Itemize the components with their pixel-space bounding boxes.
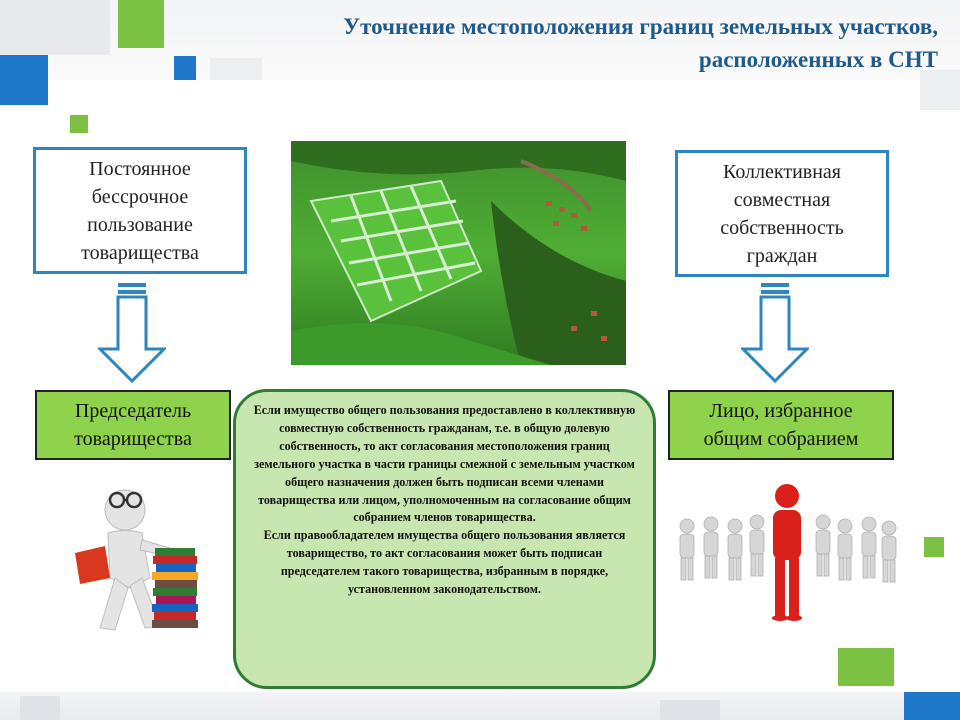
- explanation-paragraph: Если имущество общего пользования предоставлено в коллективную совместную собственность гражданам, т.е. в общую долевую собственность, то акт согласования местоположения границ земельного участка в части границы смежной с земельным участком общего назначения должен быть подписан всеми членами товарищества или лицом, уполномоченным на согласование общим собранием членов товарищества.: [253, 403, 636, 525]
- decor-square: [118, 0, 164, 48]
- decor-square: [174, 56, 196, 80]
- decor-square: [838, 648, 894, 686]
- person-with-books-illustration: [70, 478, 220, 643]
- box-line: граждан: [746, 244, 818, 267]
- down-arrow-icon: [98, 283, 166, 383]
- page-title: [218, 10, 938, 76]
- elected-person-box: [668, 390, 894, 460]
- decor-square: [924, 537, 944, 557]
- box-line: бессрочное: [91, 185, 189, 208]
- box-line: собственность: [720, 216, 844, 239]
- box-line: Председатель: [74, 400, 192, 422]
- aerial-land-photo: [291, 141, 626, 365]
- box-line: пользование: [87, 213, 193, 236]
- title-line: расположенных в СНТ: [698, 47, 938, 72]
- explanation-box: [233, 389, 656, 689]
- explanation-paragraph: Если правообладателем имущества общего пользования является товарищество, то акт согласования может быть подписан председателем такого товарищества, избранным в порядке, установленном законодательством.: [263, 528, 626, 597]
- decor-square: [920, 70, 960, 110]
- box-line: товарищества: [81, 241, 199, 264]
- chairman-box: [35, 390, 231, 460]
- box-line: Лицо, избранное: [709, 400, 853, 422]
- decor-square: [660, 700, 720, 720]
- box-line: Коллективная: [722, 160, 842, 183]
- decor-square: [0, 0, 110, 55]
- title-line: Уточнение местоположения границ земельных участков,: [343, 14, 938, 39]
- box-line: товарищества: [74, 428, 192, 450]
- joint-ownership-box: [675, 150, 889, 277]
- box-line: общим собранием: [703, 428, 859, 450]
- decor-square: [20, 696, 60, 720]
- crowd-leader-illustration: [665, 478, 905, 628]
- box-line: Постоянное: [89, 157, 191, 180]
- down-arrow-icon: [741, 283, 809, 383]
- box-line: совместная: [733, 188, 831, 211]
- decor-square: [904, 692, 960, 720]
- decor-square: [0, 692, 960, 720]
- decor-square: [0, 55, 48, 105]
- permanent-use-box: [33, 147, 247, 274]
- decor-square: [70, 115, 88, 133]
